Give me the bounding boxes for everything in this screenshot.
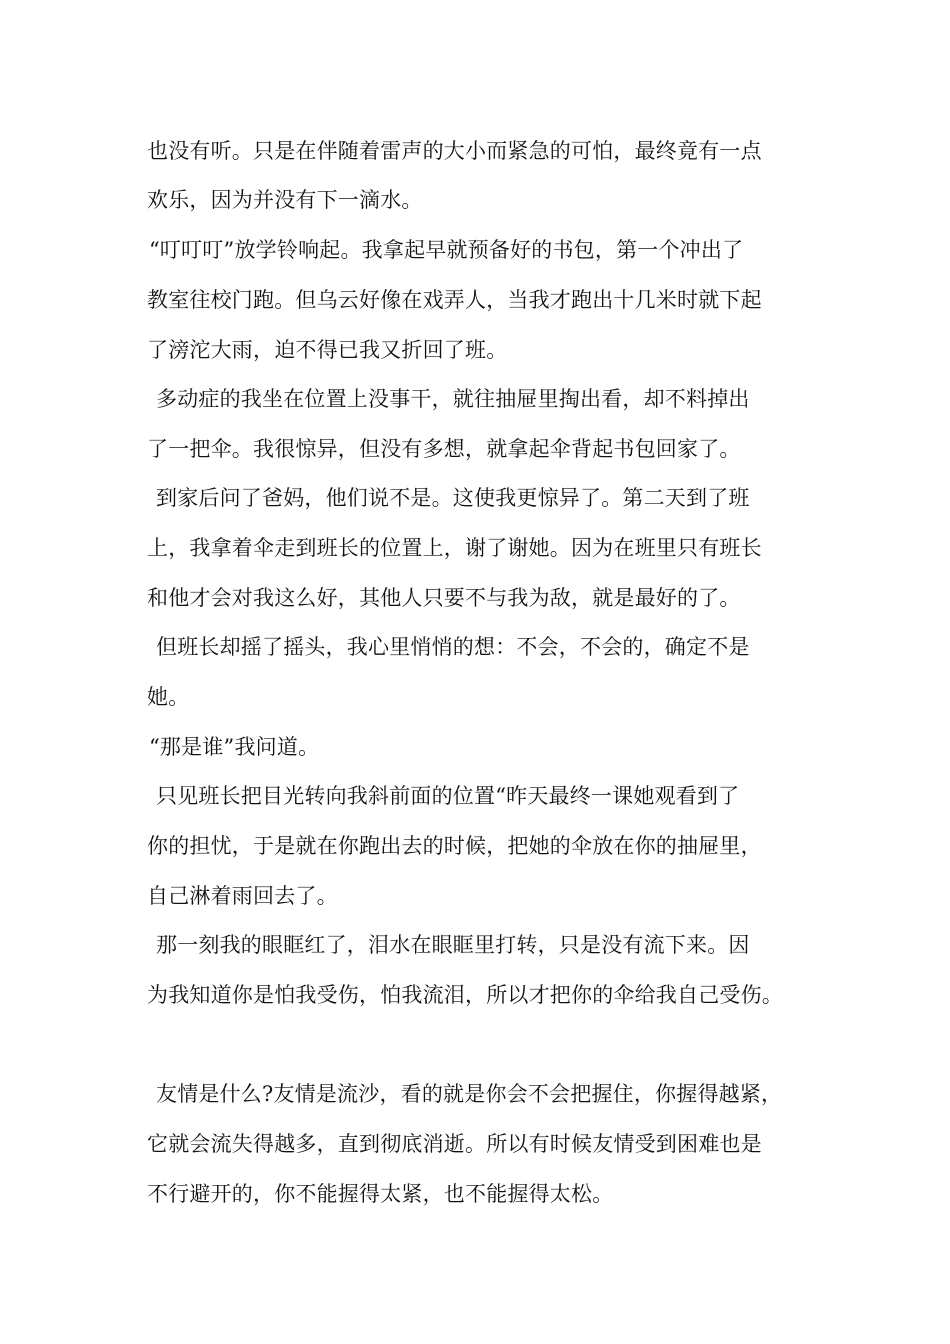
text-line: “叮叮叮”放学铃响起。我拿起早就预备好的书包，第一个冲出了 (149, 238, 744, 262)
text-line: 那一刻我的眼眶红了，泪水在眼眶里打转，只是没有流下来。因 (156, 933, 750, 957)
text-line: 不行避开的，你不能握得太紧，也不能握得太松。 (147, 1182, 614, 1206)
text-line: 多动症的我坐在位置上没事干，就往抽屉里掏出看，却不料掉出 (156, 387, 750, 411)
text-line: 教室往校门跑。但乌云好像在戏弄人，当我才跑出十几米时就下起 (147, 288, 762, 312)
text-line: 自己淋着雨回去了。 (147, 884, 338, 908)
text-line: 它就会流失得越多，直到彻底消逝。所以有时候友情受到困难也是 (147, 1132, 762, 1156)
text-line: 友情是什么?友情是流沙，看的就是你会不会把握住，你握得越紧， (156, 1082, 783, 1106)
text-line: 和他才会对我这么好，其他人只要不与我为敌，就是最好的了。 (147, 586, 741, 610)
text-line: 也没有听。只是在伴随着雷声的大小而紧急的可怕，最终竟有一点 (147, 139, 762, 163)
text-line: “那是谁”我问道。 (149, 735, 320, 759)
text-line: 为我知道你是怕我受伤，怕我流泪，所以才把你的伞给我自己受伤。 (147, 983, 783, 1007)
text-line: 到家后问了爸妈，他们说不是。这使我更惊异了。第二天到了班 (156, 486, 750, 510)
text-line: 上，我拿着伞走到班长的位置上，谢了谢她。因为在班里只有班长 (147, 536, 762, 560)
text-line: 了滂沱大雨，迫不得已我又折回了班。 (147, 338, 508, 362)
text-line: 只见班长把目光转向我斜前面的位置“昨天最终一课她观看到了 (156, 784, 740, 808)
text-line: 你的担忧，于是就在你跑出去的时候，把她的伞放在你的抽屉里， (147, 834, 762, 858)
text-line: 欢乐，因为并没有下一滴水。 (147, 188, 423, 212)
text-line: 但班长却摇了摇头，我心里悄悄的想：不会，不会的，确定不是 (156, 635, 750, 659)
text-line: 她。 (147, 685, 190, 709)
text-line: 了一把伞。我很惊异，但没有多想，就拿起伞背起书包回家了。 (147, 437, 741, 461)
